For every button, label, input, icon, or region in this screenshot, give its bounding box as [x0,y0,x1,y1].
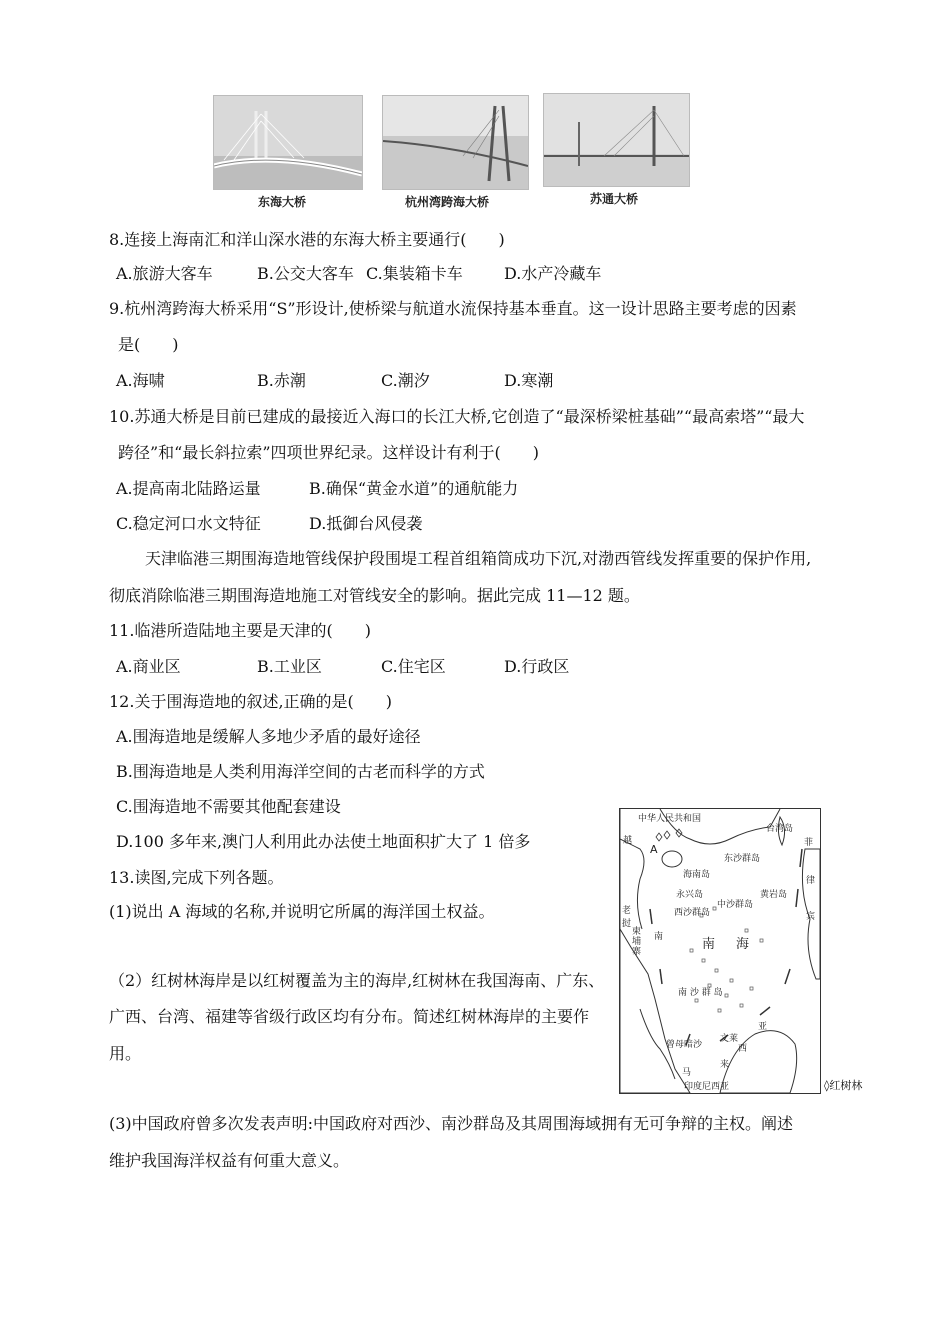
q11-option-a: A.商业区 [116,657,181,676]
map-label-laowo: 老挝 [622,906,632,929]
q8-option-c: C.集装箱卡车 [366,264,463,283]
map-label-yue: 越 [623,836,633,846]
q9-option-c: C.潮汐 [381,371,430,390]
map-label-nan-country: 南 [654,932,664,942]
q10-option-d: D.抵御台风侵袭 [309,514,423,533]
map-label-ya: 亚 [758,1022,768,1032]
photo-caption-sutong: 苏通大桥 [590,192,639,206]
q13-sub3-line1: (3)中国政府曾多次发表声明:中国政府对西沙、南沙群岛及其周围海域拥有无可争辩的主权。阐述 [109,1114,794,1133]
map-label-wenlai: 文莱 [720,1034,739,1044]
q13-sub2-line2: 广西、台湾、福建等省级行政区均有分布。简述红树林海岸的主要作 [109,1007,590,1026]
sutong-bridge-image [544,94,689,186]
q9-option-d: D.寒潮 [504,371,554,390]
map-label-dongsha: 东沙群岛 [724,854,761,864]
q9-stem-line1: 9.杭州湾跨海大桥采用“S”形设计,使桥梁与航道水流保持基本垂直。这一设计思路主要考虑的因素 [109,299,797,318]
q12-option-b: B.围海造地是人类利用海洋空间的古老而科学的方式 [116,762,485,781]
map-label-taiwan: 台湾岛 [766,824,794,834]
map-label-south: 南 [702,937,716,952]
map-label-a: A [650,843,658,856]
q8-option-b: B.公交大客车 [257,264,354,283]
q10-stem-line2: 跨径”和“最长斜拉索”四项世界纪录。这样设计有利于( ) [118,443,540,462]
photo-donghai-bridge [213,95,363,190]
map-label-hainan: 海南岛 [683,870,711,880]
q13-sub1: (1)说出 A 海域的名称,并说明它所属的海洋国土权益。 [109,902,495,921]
map-label-lai: 来 [720,1060,730,1070]
q8-stem: 8.连接上海南汇和洋山深水港的东海大桥主要通行( ) [109,230,505,249]
map-label-jianpuzhai: 柬埔寨 [632,927,642,957]
map-label-bin: 宾 [806,912,816,922]
q10-option-a: A.提高南北陆路运量 [116,479,261,498]
q9-option-b: B.赤潮 [257,371,306,390]
q13-stem: 13.读图,完成下列各题。 [109,868,284,887]
q10-option-c: C.稳定河口水文特征 [116,514,261,533]
q13-sub2-line1: （2）红树林海岸是以红树覆盖为主的海岸,红树林在我国海南、广东、 [109,971,605,990]
q11-option-b: B.工业区 [257,657,322,676]
photo-caption-donghai: 东海大桥 [258,195,307,209]
q12-option-c: C.围海造地不需要其他配套建设 [116,797,341,816]
q12-option-d: D.100 多年来,澳门人利用此办法使土地面积扩大了 1 倍多 [116,832,531,851]
south-china-sea-map [619,808,821,1094]
map-title: 中华人民共和国 [638,814,702,824]
q9-stem-line2: 是( ) [118,335,179,354]
map-label-xisha: 西沙群岛 [674,908,711,918]
map-label-indonesia: 印度尼西亚 [684,1082,730,1092]
photo-caption-hangzhou: 杭州湾跨海大桥 [405,195,490,209]
q12-option-a: A.围海造地是缓解人多地少矛盾的最好途径 [116,727,421,746]
map-label-ma: 马 [682,1068,692,1078]
passage-line2: 彻底消除临港三期围海造地施工对管线安全的影响。据此完成 11—12 题。 [109,586,640,605]
photo-hangzhou-bay-bridge [382,95,529,190]
q11-stem: 11.临港所造陆地主要是天津的( ) [109,621,371,640]
q13-sub3-line2: 维护我国海洋权益有何重大意义。 [109,1151,350,1170]
q10-stem-line1: 10.苏通大桥是目前已建成的最接近入海口的长江大桥,它创造了“最深桥梁桩基础”“最高索塔”“最大 [109,407,805,426]
q10-option-b: B.确保“黄金水道”的通航能力 [309,479,519,498]
map-label-huangyan: 黄岩岛 [760,890,788,900]
q12-stem: 12.关于围海造地的叙述,正确的是( ) [109,692,393,711]
q8-option-a: A.旅游大客车 [116,264,213,283]
map-label-zhongsha: 中沙群岛 [717,900,754,910]
map-label-zengmu: 曾母暗沙 [666,1040,703,1050]
map-label-lv: 律 [806,876,816,886]
photo-sutong-bridge [543,93,690,187]
q11-option-c: C.住宅区 [381,657,446,676]
map-label-nansha: 南 沙 群 岛 [678,988,723,998]
hangzhou-bay-bridge-image [383,96,528,189]
map-label-sea: 海 [736,937,750,952]
donghai-bridge-image [214,96,362,189]
q13-sub2-line3: 用。 [109,1044,142,1063]
q8-option-d: D.水产冷藏车 [504,264,602,283]
map-label-xi: 西 [738,1044,748,1054]
passage-line1: 天津临港三期围海造地管线保护段围堤工程首组箱筒成功下沉,对渤西管线发挥重要的保护作用, [145,549,812,568]
q11-option-d: D.行政区 [504,657,570,676]
map-legend-mangrove: ◊红树林 [824,1079,863,1092]
map-label-yongxing: 永兴岛 [676,890,704,900]
map-label-fei: 菲 [804,838,814,848]
q9-option-a: A.海啸 [116,371,165,390]
